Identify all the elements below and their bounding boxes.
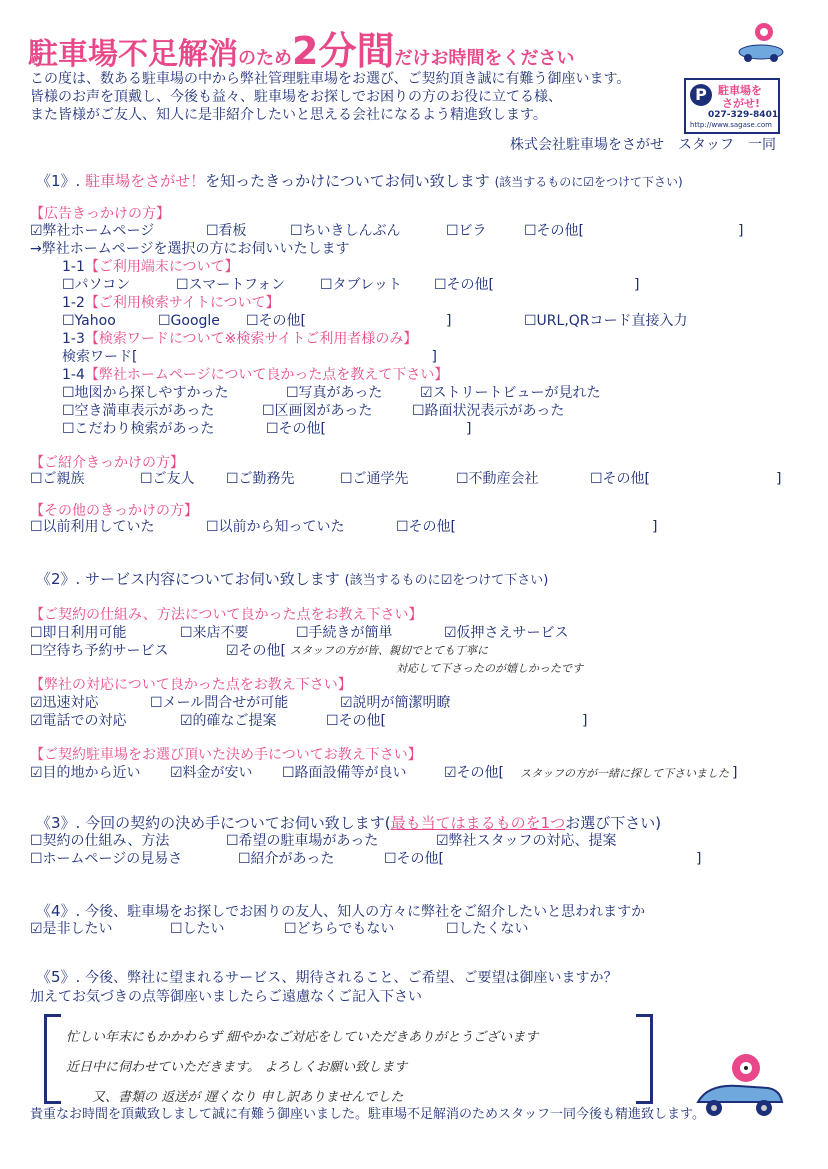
q1-3-number: 1-3 <box>62 331 85 347</box>
q3-option[interactable]: ☐紹介があった <box>238 851 335 867</box>
q1-4-option[interactable]: ☑ストリートビューが見れた <box>420 385 601 401</box>
q2-decision-option[interactable]: ☐路面設備等が良い <box>282 765 407 781</box>
q1-referral-option[interactable]: ☐ご勤務先 <box>226 471 295 487</box>
q1-other-option[interactable]: ☐以前利用していた <box>30 519 155 535</box>
title-part-1: 駐車場不足解消 <box>28 37 238 72</box>
q1-ad-option[interactable]: ☐その他[ ] <box>524 223 744 239</box>
q1-2-option[interactable]: ☐Yahoo <box>62 313 116 329</box>
q1-other-option[interactable]: ☐その他[ ] <box>396 519 658 535</box>
q1-4-option[interactable]: ☐路面状況表示があった <box>412 403 565 419</box>
handwritten-comment-2: 対応して下さったのが嬉しかったです <box>396 662 583 675</box>
q2-decision-header: 【ご契約駐車場をお選び頂いた決め手についてお教え下さい】 <box>30 747 422 763</box>
q2-contract-option[interactable]: ☐空待ち予約サービス <box>30 643 169 659</box>
q1-1-option[interactable]: ☐パソコン <box>62 277 131 293</box>
logo-text-2: さがせ! <box>722 97 761 110</box>
logo-phone: 027-329-8401 <box>708 110 779 120</box>
company-signature: 株式会社駐車場をさがせ スタッフ 一同 <box>510 137 776 153</box>
q1-4-option[interactable]: ☐その他[ ] <box>266 421 472 437</box>
q5-heading <box>36 968 618 988</box>
q1-2-title: 【ご利用検索サイトについて】 <box>84 295 280 311</box>
intro-line-1: この度は、数ある駐車場の中から弊社管理駐車場をお選び、ご契約頂き誠に有難う御座います。 <box>30 71 631 87</box>
q3-number: 《3》. <box>36 814 81 832</box>
q2-contract-option[interactable]: ☐即日利用可能 <box>30 625 127 641</box>
q2-text: サービス内容についてお伺い致します <box>85 570 340 588</box>
logo-url: http://www.sagase.com <box>690 121 773 129</box>
title-part-3: 2分間 <box>292 29 395 73</box>
q1-ad-option[interactable]: ☐看板 <box>206 223 247 239</box>
q2-note: (該当するものに☑をつけて下さい) <box>344 573 549 588</box>
q1-4-option[interactable]: ☐こだわり検索があった <box>62 421 215 437</box>
q1-ad-option[interactable]: ☐ビラ <box>446 223 487 239</box>
q1-ad-option[interactable]: ☐ちいきしんぶん <box>290 223 401 239</box>
title-part-5: お時間をください <box>430 48 575 69</box>
q1-referral-option[interactable]: ☐ご友人 <box>140 471 195 487</box>
search-word-field[interactable]: 検索ワード[ ] <box>62 349 437 365</box>
q1-4-number: 1-4 <box>62 367 85 383</box>
q3-emphasis: 最も当てはまるものを1つ <box>390 814 566 832</box>
q1-number: 《1》. <box>36 172 81 190</box>
q4-heading <box>36 902 645 922</box>
q2-contract-option[interactable]: ☐来店不要 <box>180 625 249 641</box>
q2-response-option[interactable]: ☐メール問合せが可能 <box>150 695 289 711</box>
handwritten-comment-line: 忙しい年末にもかかわらず 細やかなご対応をしていただきありがとうございます <box>66 1030 539 1045</box>
q4-option[interactable]: ☐どちらでもない <box>284 921 395 937</box>
q1-4-title: 【弊社ホームページについて良かった点を教えて下さい】 <box>84 367 449 383</box>
q1-1-number: 1-1 <box>62 259 85 275</box>
q1-4-option[interactable]: ☐空き満車表示があった <box>62 403 215 419</box>
q2-number: 《2》. <box>36 570 81 588</box>
q1-3-heading <box>62 330 417 348</box>
comment-box-left-bracket <box>44 1014 61 1104</box>
q5-text: 今後、弊社に望まれるサービス、期待されること、ご希望、ご要望は御座いますか？ <box>85 970 618 986</box>
q3-heading <box>36 814 661 833</box>
company-logo <box>684 78 780 134</box>
q1-4-heading <box>62 366 448 384</box>
mascot-car-icon <box>736 18 786 66</box>
q4-text: 今後、駐車場をお探しでお困りの友人、知人の方々に弊社をご紹介したいと思われますか <box>85 904 646 920</box>
q2-contract-option[interactable]: ☑その他[ <box>226 643 287 659</box>
q1-arrow-text: →弊社ホームページを選択の方にお伺いいたします <box>30 241 350 257</box>
title-part-4: だけ <box>394 48 431 69</box>
q1-referral-option[interactable]: ☐ご通学先 <box>340 471 409 487</box>
q1-text: を知ったきっかけについてお伺い致します <box>205 172 490 190</box>
q1-brand: 駐車場をさがせ！ <box>85 172 206 190</box>
q3-paren-open: ( <box>384 814 391 832</box>
q3-text: 今回の契約の決め手についてお伺い致します <box>85 814 385 832</box>
q1-3-title: 【検索ワードについて※検索サイトご利用者様のみ】 <box>84 331 418 347</box>
intro-line-3: また皆様がご友人、知人に是非紹介したいと思える会社になるよう精進致します。 <box>30 107 547 123</box>
q2-heading <box>36 570 548 590</box>
q2-response-option[interactable]: ☑電話での対応 <box>30 713 127 729</box>
intro-line-2: 皆様のお声を頂戴し、今後も益々、駐車場をお探しでお困りの方のお役に立てる様、 <box>30 89 562 105</box>
q1-4-option[interactable]: ☐区画図があった <box>262 403 373 419</box>
q1-1-option[interactable]: ☐スマートフォン <box>176 277 286 293</box>
q1-1-option[interactable]: ☐その他[ ] <box>434 277 640 293</box>
title-part-2: のため <box>238 48 292 69</box>
handwritten-comment-3: スタッフの方が一緒に探して下さいました <box>520 767 729 780</box>
q1-2-option[interactable]: ☐URL,QRコード直接入力 <box>524 313 688 329</box>
q3-option[interactable]: ☐契約の仕組み、方法 <box>30 833 170 849</box>
q2-decision-option[interactable]: ☑目的地から近い <box>30 765 141 781</box>
q2-decision-option[interactable]: ☑料金が安い <box>170 765 253 781</box>
q3-option[interactable]: ☐ホームページの見易さ <box>30 851 183 867</box>
q1-referral-option[interactable]: ☐ご親族 <box>30 471 85 487</box>
q1-ad-option[interactable]: ☑弊社ホームページ <box>30 223 155 239</box>
q2-contract-header: 【ご契約の仕組み、方法について良かった点をお教え下さい】 <box>30 607 423 623</box>
q1-1-title: 【ご利用端末について】 <box>84 259 239 275</box>
q5-number: 《5》. <box>36 968 81 986</box>
handwritten-comment-1: スタッフの方が皆、親切でとても丁寧に <box>290 644 488 657</box>
q2-decision-option[interactable]: ☑その他[ <box>444 765 505 781</box>
q1-referral-option[interactable]: ☐不動産会社 <box>456 471 539 487</box>
q2-response-option[interactable]: ☑的確なご提案 <box>180 713 277 729</box>
q1-2-heading <box>62 294 280 312</box>
q1-4-option[interactable]: ☐地図から探しやすかった <box>62 385 229 401</box>
footer-text: 貴重なお時間を頂戴致しまして誠に有難う御座いました。駐車場不足解消のためスタッフ一同今後も精進致します。 <box>30 1107 705 1122</box>
page-title <box>28 20 574 75</box>
q1-2-option[interactable]: ☐Google <box>158 313 220 329</box>
q1-note: (該当するものに☑をつけて下さい) <box>494 175 683 189</box>
q1-other-header: 【その他のきっかけの方】 <box>30 503 198 519</box>
q5-text-2: 加えてお気づきの点等御座いましたらご遠慮なくご記入下さい <box>30 989 422 1005</box>
q1-2-number: 1-2 <box>62 295 85 311</box>
q1-heading <box>36 172 683 192</box>
q1-4-option[interactable]: ☐写真があった <box>286 385 383 401</box>
q4-option[interactable]: ☐したい <box>170 921 225 937</box>
q1-other-option[interactable]: ☐以前から知っていた <box>206 519 345 535</box>
q3-option[interactable]: ☐希望の駐車場があった <box>226 833 379 849</box>
q3-option[interactable]: ☐その他[ ] <box>384 851 702 867</box>
q4-number: 《4》. <box>36 902 81 920</box>
q2-response-option[interactable]: ☐その他[ ] <box>326 713 588 729</box>
q4-option[interactable]: ☑是非したい <box>30 921 113 937</box>
q1-2-option[interactable]: ☐その他[ ] <box>246 313 452 329</box>
q3-option[interactable]: ☑弊社スタッフの対応、提案 <box>436 833 617 849</box>
q2-contract-option[interactable]: ☑仮押さえサービス <box>444 625 569 641</box>
q2-response-header: 【弊社の対応について良かった点をお教え下さい】 <box>30 677 352 693</box>
q1-ad-header: 【広告きっかけの方】 <box>30 206 170 222</box>
parking-icon: P <box>690 84 712 106</box>
q3-paren-close: お選び下さい) <box>565 814 662 832</box>
handwritten-comment-line: 近日中に伺わせていただきます。 よろしくお願い致します <box>66 1060 408 1075</box>
comment-box-right-bracket <box>636 1014 653 1104</box>
q2-response-option[interactable]: ☑迅速対応 <box>30 695 99 711</box>
q4-option[interactable]: ☐したくない <box>446 921 529 937</box>
q2-contract-option[interactable]: ☐手続きが簡単 <box>296 625 393 641</box>
logo-text-1: 駐車場を <box>718 84 762 97</box>
q2-response-option[interactable]: ☑説明が簡潔明瞭 <box>340 695 451 711</box>
q1-1-heading <box>62 258 239 276</box>
q1-referral-header: 【ご紹介きっかけの方】 <box>30 455 184 471</box>
q1-referral-option[interactable]: ☐その他[ ] <box>590 471 782 487</box>
q1-1-option[interactable]: ☐タブレット <box>320 277 402 293</box>
q2-decision-close: ] <box>732 765 738 781</box>
handwritten-comment-line: 又、書類の 返送が 遅くなり 申し訳ありませんでした <box>92 1090 404 1105</box>
